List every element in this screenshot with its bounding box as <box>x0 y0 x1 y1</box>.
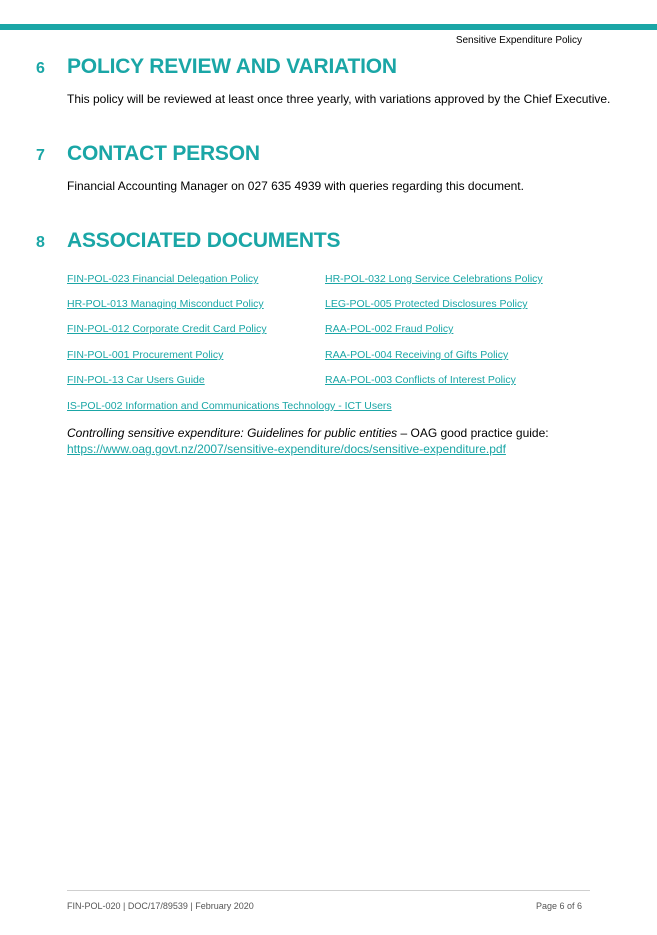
doc-link-fin-pol-012[interactable]: FIN-POL-012 Corporate Credit Card Policy <box>67 323 267 335</box>
header-accent-bar <box>0 24 657 30</box>
doc-link-leg-pol-005[interactable]: LEG-POL-005 Protected Disclosures Policy <box>325 298 528 310</box>
doc-link-fin-pol-13[interactable]: FIN-POL-13 Car Users Guide <box>67 374 205 386</box>
section-7-text: Financial Accounting Manager on 027 635 4939 with queries regarding this document. <box>67 179 524 193</box>
footer-separator: | <box>120 901 128 911</box>
section-7-number: 7 <box>36 147 45 164</box>
section-6-title: POLICY REVIEW AND VARIATION <box>67 55 397 78</box>
doc-link-hr-pol-013[interactable]: HR-POL-013 Managing Misconduct Policy <box>67 298 264 310</box>
section-8-title: ASSOCIATED DOCUMENTS <box>67 229 341 252</box>
doc-link-raa-pol-002[interactable]: RAA-POL-002 Fraud Policy <box>325 323 454 335</box>
doc-link-raa-pol-004[interactable]: RAA-POL-004 Receiving of Gifts Policy <box>325 349 509 361</box>
doc-link-fin-pol-001[interactable]: FIN-POL-001 Procurement Policy <box>67 349 224 361</box>
running-header-title: Sensitive Expenditure Policy <box>455 35 582 46</box>
doc-link-hr-pol-032[interactable]: HR-POL-032 Long Service Celebrations Policy <box>325 273 543 285</box>
footer-separator-2: | <box>187 901 196 911</box>
section-6-text: This policy will be reviewed at least once three yearly, with variations approved by the Chief Executive. <box>67 92 611 106</box>
guide-url-link[interactable]: https://www.oag.govt.nz/2007/sensitive-expenditure/docs/sensitive-expenditure.pdf <box>67 442 506 456</box>
guide-title: Controlling sensitive expenditure: Guidelines for public entities <box>67 426 398 440</box>
footer-doc-code: FIN-POL-020 <box>67 901 121 911</box>
guide-suffix: – OAG good practice guide: <box>397 426 549 440</box>
section-8-number: 8 <box>36 234 45 251</box>
footer-divider <box>67 890 590 891</box>
doc-link-is-pol-002[interactable]: IS-POL-002 Information and Communications Technology - ICT Users <box>67 400 392 412</box>
doc-link-fin-pol-023[interactable]: FIN-POL-023 Financial Delegation Policy <box>67 273 259 285</box>
footer-date: February 2020 <box>195 901 254 911</box>
oag-guide-reference <box>67 425 549 457</box>
section-7-title: CONTACT PERSON <box>67 142 260 165</box>
footer-doc-info <box>67 901 254 911</box>
section-6-number: 6 <box>36 60 45 77</box>
doc-link-raa-pol-003[interactable]: RAA-POL-003 Conflicts of Interest Policy <box>325 374 516 386</box>
footer-doc-ref: DOC/17/89539 <box>127 901 188 911</box>
footer-page-number: Page 6 of 6 <box>535 901 582 911</box>
